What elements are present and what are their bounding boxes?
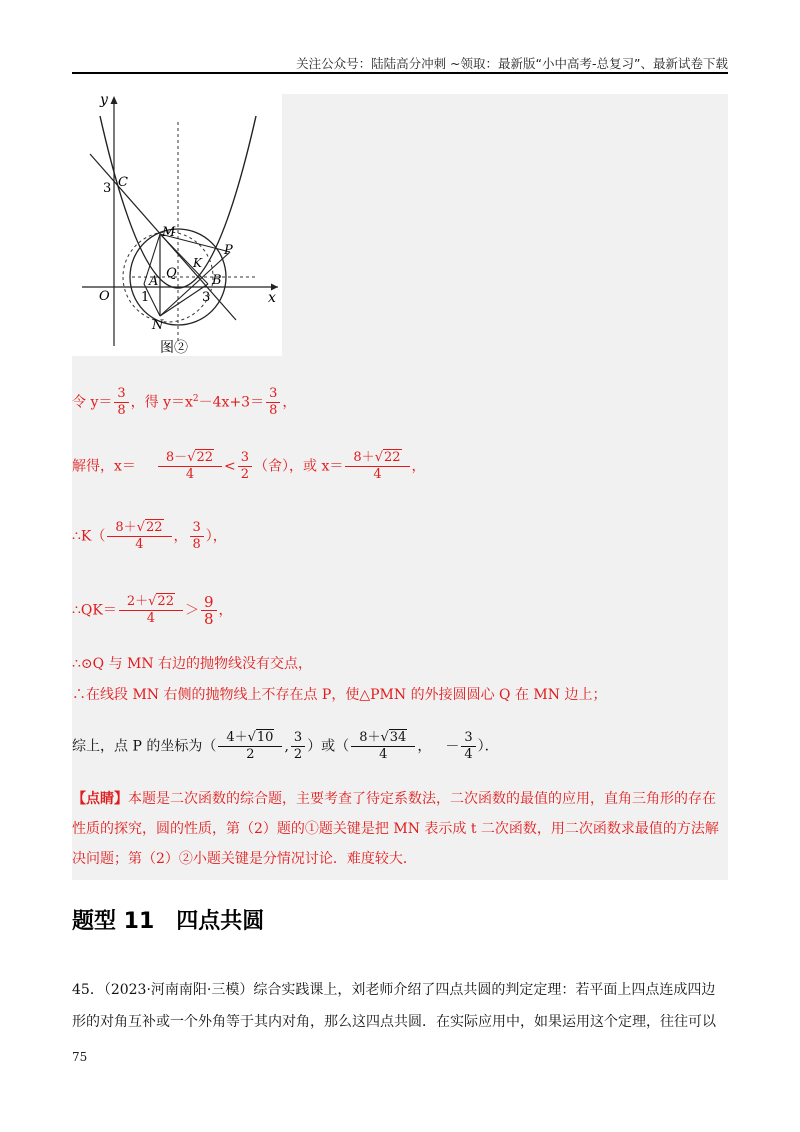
radicand: 34 [389, 730, 407, 745]
denominator: 4 [379, 747, 388, 762]
text: ＞ [184, 602, 199, 619]
text: , [284, 738, 289, 755]
text: 令 y＝ [72, 394, 113, 411]
numerator: 3 [266, 386, 280, 403]
num-part: 4＋ [226, 730, 248, 745]
radicand: 10 [256, 730, 274, 745]
radicand: 22 [196, 450, 214, 465]
numerator: 9 [201, 594, 217, 611]
fraction [266, 386, 280, 419]
page-number: 75 [72, 1050, 88, 1064]
label-N: N [152, 318, 164, 333]
solution-line-5: ∴⊙Q 与 MN 右边的抛物线没有交点， [72, 656, 313, 672]
text: （舍），或 x＝ [254, 458, 344, 475]
fraction [201, 594, 217, 627]
label-O: O [99, 289, 110, 304]
fraction [107, 520, 171, 553]
fraction [291, 730, 305, 763]
figure-2 [72, 94, 282, 356]
numerator: 3 [114, 386, 128, 403]
text: 解得，x＝ [72, 458, 136, 475]
segment-NB [160, 284, 211, 316]
radicand: 22 [383, 450, 401, 465]
header-rule [72, 72, 728, 74]
denominator: 4 [135, 537, 144, 552]
numerator: 3 [238, 450, 252, 467]
denominator: 2 [246, 747, 255, 762]
denominator: 4 [464, 747, 473, 762]
numerator: 8＋√22 [107, 520, 171, 537]
text: ）， [205, 528, 227, 545]
numerator: 2＋√22 [119, 594, 183, 611]
problem-45: 45．（2023·河南南阳·三模）综合实践课上，刘老师介绍了四点共圆的判定定理：若平面上四点连成四边形的对角互补或一个外角等于其内对角，那么这四点共圆．在实际应用中，如果运用这个定理，往往可以 [72, 982, 716, 1030]
label-x: x [268, 290, 276, 306]
label-C: C [118, 175, 128, 190]
solution-line-1 [72, 386, 296, 419]
text: ∴K（ [72, 528, 106, 545]
fraction [351, 730, 415, 763]
numerator: 4＋√10 [218, 730, 282, 747]
fraction [345, 450, 409, 483]
figure-2-svg [72, 94, 282, 356]
denominator: 4 [373, 467, 382, 482]
numerator: 8－√22 [158, 450, 222, 467]
remark-tag: 【点睛】 [72, 791, 128, 807]
num-part: 8＋ [359, 730, 381, 745]
text: ，得 y＝x [130, 394, 193, 411]
label-K: K [193, 256, 202, 270]
solution-line-2 [72, 450, 426, 483]
numerator: 3 [190, 520, 204, 537]
fraction [238, 450, 252, 483]
text: ∴QK＝ [72, 602, 117, 619]
label-y: y [100, 94, 108, 108]
text: ， [173, 528, 188, 545]
solution-line-4 [72, 594, 233, 627]
solution-line-7 [72, 730, 499, 763]
page-header: 关注公众号：陆陆高分冲刺 ~领取：最新版“小中高考-总复习”、最新试卷下载 [296, 56, 728, 71]
text: ）． [477, 738, 499, 755]
solution-line-6: ∴在线段 MN 右侧的抛物线上不存在点 P，使△PMN 的外接圆圆心 Q 在 MN 边上； [72, 687, 607, 703]
label-3-x: 3 [202, 290, 211, 305]
denominator: 4 [185, 467, 195, 482]
fraction [190, 520, 204, 553]
label-1: 1 [141, 290, 150, 305]
text: < [224, 458, 236, 475]
denominator: 8 [117, 403, 126, 418]
radicand: 22 [145, 520, 163, 535]
text: ）或（ [307, 738, 350, 755]
numerator: 3 [291, 730, 305, 747]
num-part: 8＋ [353, 450, 375, 465]
numerator: 3 [461, 730, 475, 747]
numerator: 8＋√22 [345, 450, 409, 467]
num-part: 8＋ [115, 520, 137, 535]
section-title: 题型 11 四点共圆 [72, 909, 265, 934]
label-B: B [212, 273, 222, 288]
numerator: 8＋√34 [351, 730, 415, 747]
denominator: 2 [240, 467, 250, 482]
radicand: 22 [157, 594, 174, 609]
fraction [461, 730, 475, 763]
label-Q: Q [166, 266, 177, 281]
text: ， [218, 602, 233, 619]
denominator: 2 [293, 747, 303, 762]
fraction [114, 386, 128, 419]
text: ， [417, 738, 432, 755]
fraction [158, 450, 222, 483]
fraction [119, 594, 183, 627]
denominator: 8 [203, 610, 214, 628]
label-3-y: 3 [103, 181, 112, 196]
text: 综上，点 P 的坐标为（ [72, 738, 217, 755]
figure-caption: 图② [160, 340, 188, 356]
num-part: 8－ [165, 450, 188, 465]
text: ， [282, 394, 297, 411]
text: ， [411, 458, 426, 475]
denominator: 4 [146, 611, 156, 626]
fraction [218, 730, 282, 763]
y-axis-arrow [111, 96, 118, 104]
remark-text: 本题是二次函数的综合题，主要考查了待定系数法，二次函数的最值的应用，直角三角形的存在性质的探究，圆的性质，第（2）题的①题关键是把 MN 表示成 t 二次函数，用二次函数求最值的方法解决问题；第（2）②小题关键是分情况讨论．难度较大． [72, 791, 719, 867]
text: － [445, 738, 460, 755]
label-A: A [149, 274, 159, 289]
denominator: 8 [192, 537, 201, 552]
denominator: 8 [269, 403, 278, 418]
superscript: 2 [192, 393, 199, 404]
solution-line-3 [72, 520, 227, 553]
label-P: P [224, 243, 233, 258]
text: －4x+3＝ [198, 394, 265, 411]
num-part: 2＋ [126, 594, 149, 609]
remark-block [72, 784, 728, 874]
label-M: M [162, 225, 176, 240]
